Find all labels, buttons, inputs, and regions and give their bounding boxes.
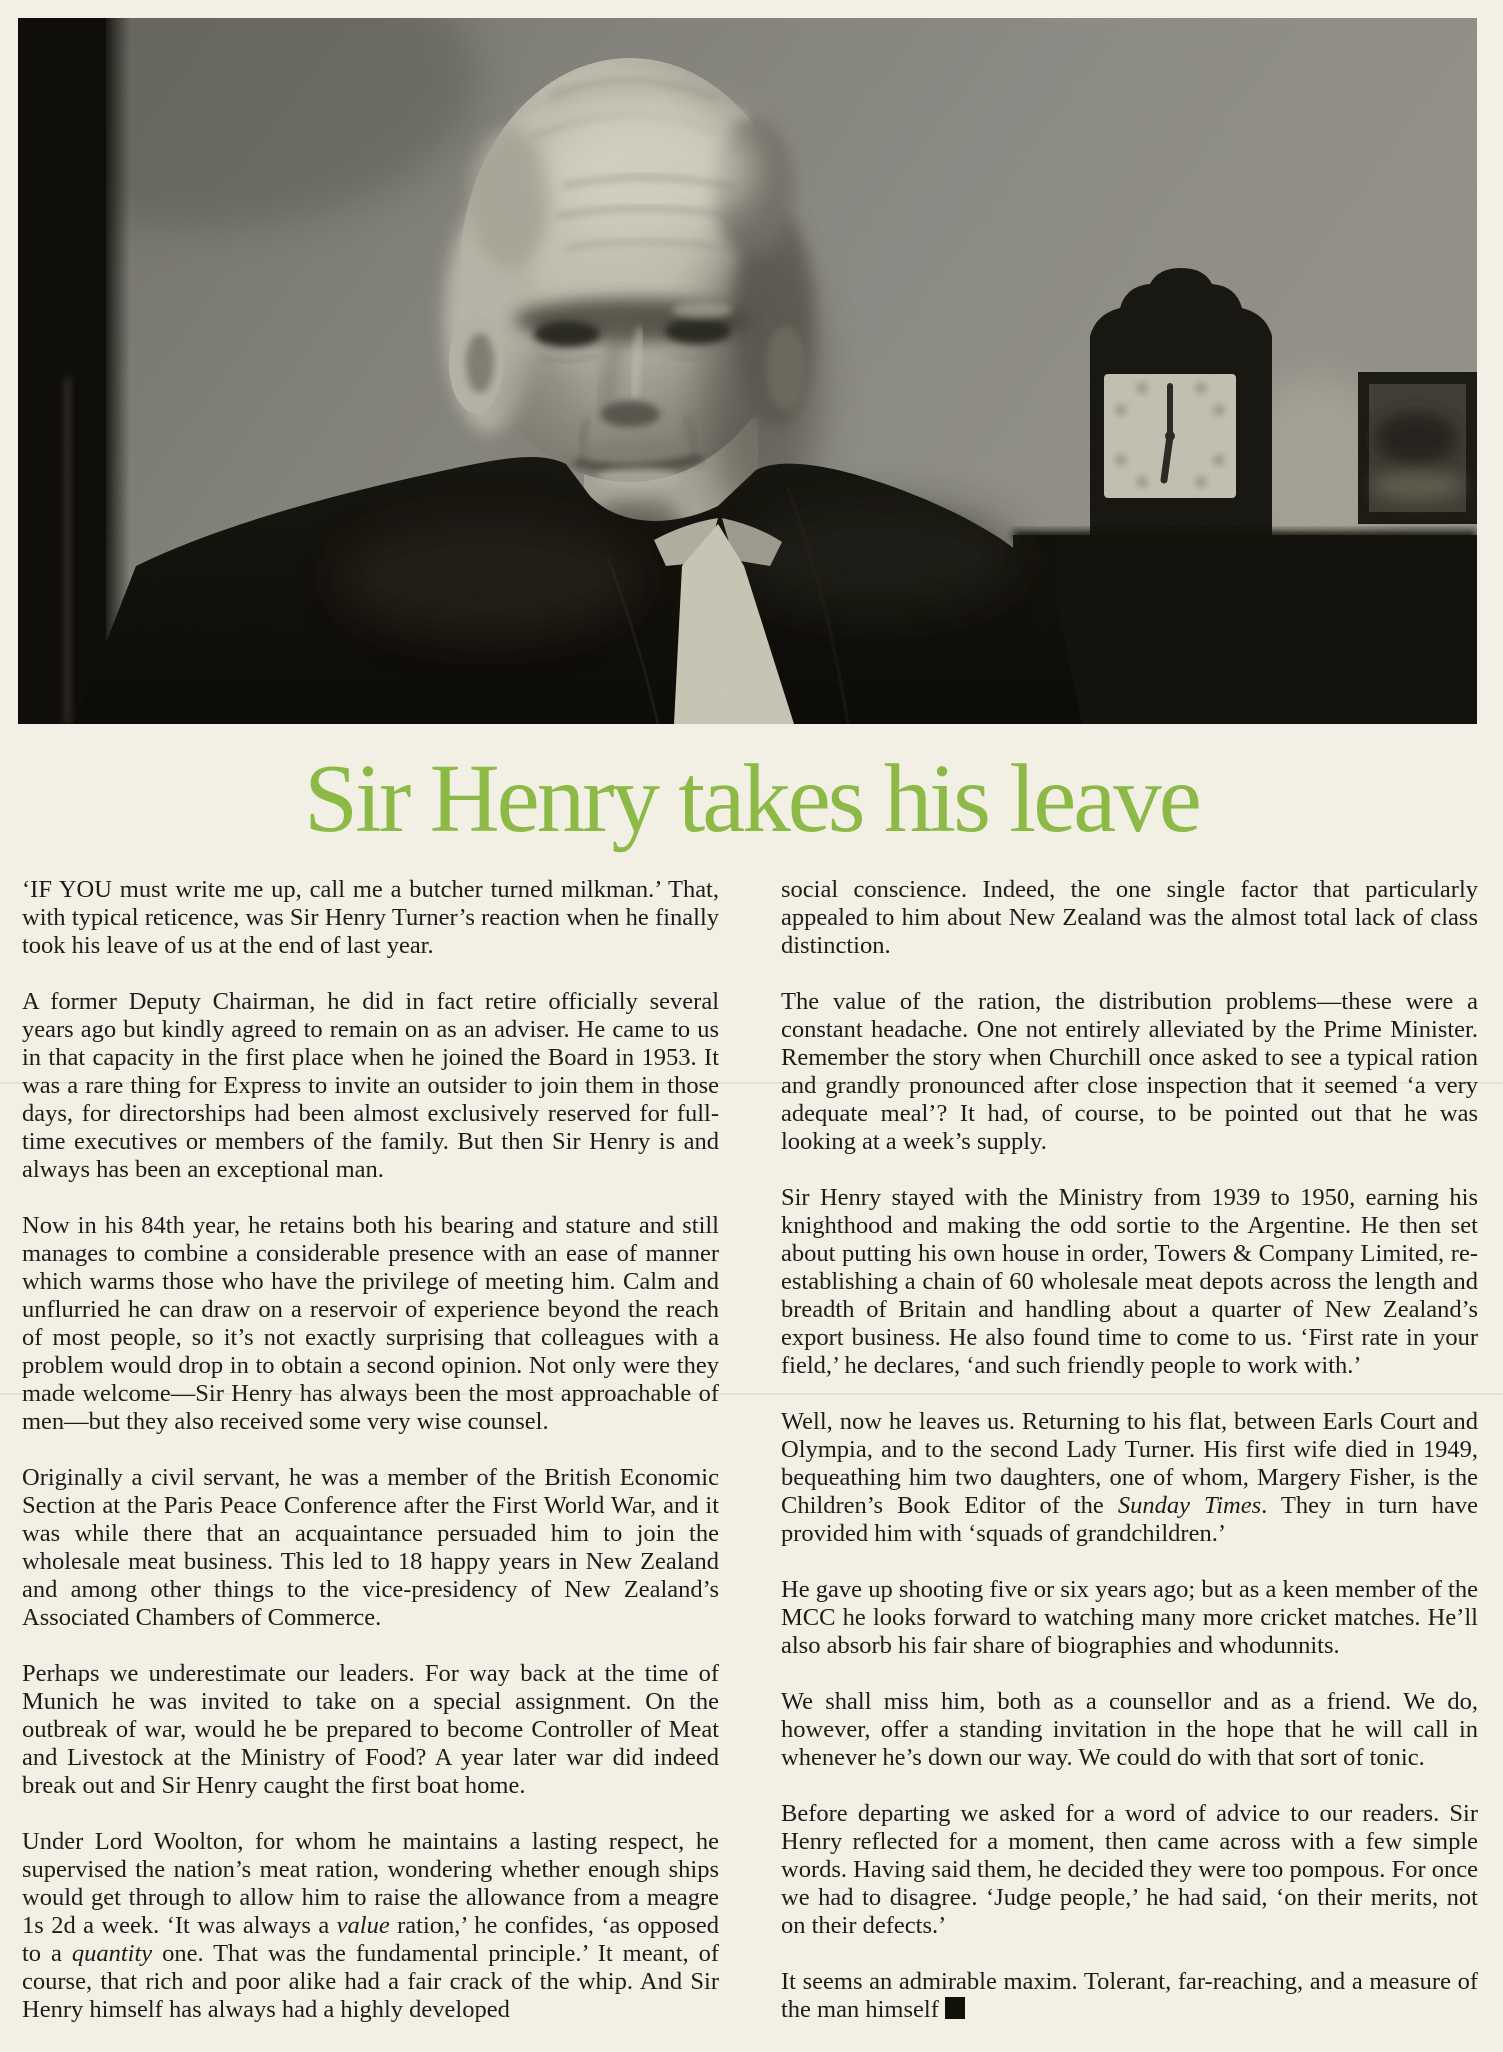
paragraph: The value of the ration, the distribution problems—these were a constant headache. One not entirely alleviated by the Prime Minister. Remember the story when Churchill once asked to see a typical ration and grandly pronounced after close inspection that it seemed ‘a very adequate meal’? It had, of course, to be pointed out that he was looking at a week’s supply. (781, 988, 1478, 1155)
paragraph: It seems an admirable maxim. Tolerant, far-reaching, and a measure of the man himself (781, 1968, 1478, 2023)
headline: Sir Henry takes his leave (304, 745, 1199, 852)
paragraph: Before departing we asked for a word of advice to our readers. Sir Henry reflected for a moment, then came across with a few simple words. Having said them, he decided they were too pompous. For once we had to disagree. ‘Judge people,’ he had said, ‘on their merits, not on their defects.’ (781, 1800, 1478, 1939)
paragraph: He gave up shooting five or six years ago; but as a keen member of the MCC he looks forward to watching many more cricket matches. He’ll also absorb his fair share of biographies and whodunnits. (781, 1576, 1478, 1659)
paragraph: Perhaps we underestimate our leaders. For way back at the time of Munich he was invited to take on a special assignment. On the outbreak of war, would he be prepared to become Controller of Meat and Livestock at the Ministry of Food? A year later war did indeed break out and Sir Henry caught the first boat home. (22, 1660, 719, 1799)
paragraph: Now in his 84th year, he retains both his bearing and stature and still manages to combine a considerable presence with an ease of manner which warms those who have the privilege of meeting him. Calm and unflurried he can draw on a reservoir of experience beyond the reach of most people, so it’s not exactly surprising that colleagues with a problem would drop in to obtain a second opinion. Not only were they made welcome—Sir Henry has always been the most approachable of men—but they also received some very wise counsel. (22, 1212, 719, 1435)
article-body (22, 876, 1481, 2052)
paragraph: Well, now he leaves us. Returning to his flat, between Earls Court and Olympia, and to the second Lady Turner. His first wife died in 1949, bequeathing him two daughters, one of whom, Margery Fisher, is the Children’s Book Editor of the Sunday Times. They in turn have provided him with ‘squads of grandchildren.’ (781, 1408, 1479, 1547)
paragraph: social conscience. Indeed, the one single factor that particularly appealed to him about New Zealand was the almost total lack of class distinction. (781, 876, 1478, 959)
paragraph: ‘IF YOU must write me up, call me a butcher turned milkman.’ That, with typical reticence, was Sir Henry Turner’s reaction when he finally took his leave of us at the end of last year. (22, 876, 719, 959)
column-right (781, 876, 1478, 2052)
paragraph: Originally a civil servant, he was a member of the British Economic Section at the Paris Peace Conference after the First World War, and it was while there that an acquaintance persuaded him to join the wholesale meat business. This led to 18 happy years in New Zealand and among other things to the vice-presidency of New Zealand’s Associated Chambers of Commerce. (22, 1464, 719, 1631)
portrait-photo-svg (18, 18, 1477, 724)
end-of-article-mark (945, 1997, 965, 2019)
paragraph: We shall miss him, both as a counsellor and as a friend. We do, however, offer a standing invitation in the hope that he will call in whenever he’s down our way. We could do with that sort of tonic. (781, 1688, 1478, 1771)
paragraph: Under Lord Woolton, for whom he maintains a lasting respect, he supervised the nation’s meat ration, wondering whether enough ships would get through to allow him to raise the allowance from a meagre 1s 2d a week. ‘It was always a value ration,’ he confides, ‘as opposed to a quantity one. That was the fundamental principle.’ It meant, of course, that rich and poor alike had a fair crack of the whip. And Sir Henry himself has always had a highly developed (22, 1828, 719, 2023)
paragraph: Sir Henry stayed with the Ministry from 1939 to 1950, earning his knighthood and making the odd sortie to the Argentine. He then set about putting his own house in order, Towers & Company Limited, re-establishing a chain of 60 wholesale meat depots across the length and breadth of Britain and handling about a quarter of New Zealand’s export business. He also found time to come to us. ‘First rate in your field,’ he declares, ‘and such friendly people to work with.’ (781, 1184, 1478, 1379)
film-grain-overlay (18, 18, 1477, 724)
scan-artifact-line (0, 1393, 1503, 1395)
scan-artifact-line (0, 1082, 1503, 1084)
paragraph: A former Deputy Chairman, he did in fact retire officially several years ago but kindly agreed to remain on as an adviser. He came to us in that capacity in the first place when he joined the Board in 1953. It was a rare thing for Express to invite an outsider to join them in those days, for directorships had been almost exclusively reserved for full-time executives or members of the family. But then Sir Henry is and always has been an exceptional man. (22, 988, 719, 1183)
portrait-photo (18, 18, 1477, 724)
column-left (22, 876, 719, 2052)
